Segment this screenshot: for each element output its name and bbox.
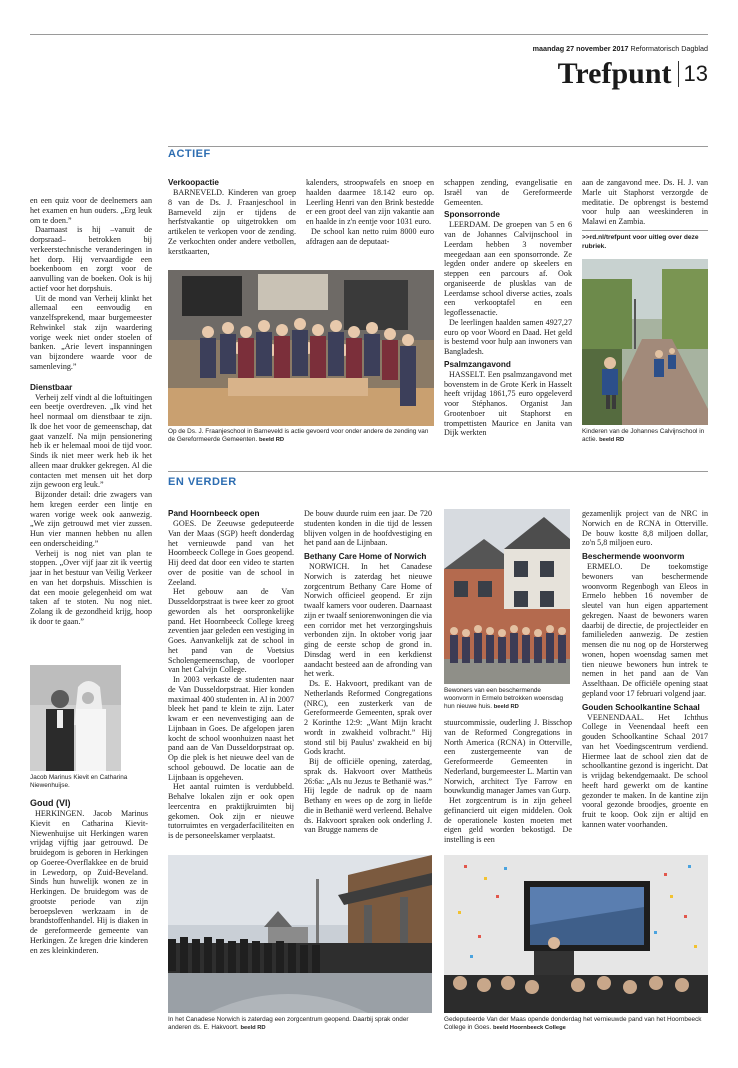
top-rule [30, 34, 708, 35]
norwich-opening-photo [168, 855, 432, 1013]
sponsorronde-p2: De leerlingen haalden samen 4927,27 euro op voor Woord en Daad. Het geld is bestemd voor hulp aan inwoners van Bangladesh. [444, 317, 572, 356]
left-article-p6: Verheij is nog niet van plan te stoppen. „Over vijf jaar zit ik veertig jaar in het bestuur van Veilig Verkeer en van het dorpshuis. Misschien is dat een mooie gelegenheid om wat taken af te stoten. Nu nog niet. Zolang ik de gezondheid krijg, hoop ik door te gaan.” [30, 548, 152, 626]
link-rule [582, 230, 708, 231]
section-heading-en-verder: EN VERDER [168, 476, 237, 488]
psalmzangavond-p2: aan de zangavond mee. Ds. H. J. van Marle uit Staphorst verzorgde de meditatie. De opbrengst is bestemd voor hulp aan weeskinderen in Malawi en Zambia. [582, 178, 708, 226]
bethany-col1 [304, 509, 432, 835]
verkoopactie-col2 [306, 178, 434, 246]
title-divider [678, 61, 679, 87]
actief-rule [168, 146, 708, 147]
hoornbeeck-p3: In 2003 verkaste de studenten naar de Van Dusseldorpstraat. Hier konden maximaal 400 studenten in. Al in 2007 bleek het pand te klein te zijn. Later kwam er een nevenvestiging aan de Lijnbaan in Goes. De afgelopen jaren kocht de school woonhuizen naast het pand aan de Van Dusseldorpstraat op. Op die plek is het nieuwe deel van de school gebouwd. De locatie aan de Lijnbaan is opgeheven. [168, 675, 294, 782]
ermelo-photo-caption [444, 687, 572, 711]
sponsorronde-p0: schappen zending, evangelisatie en Israël van de Gereformeerde Gemeenten. [444, 178, 572, 207]
trefpunt-link[interactable]: >>rd.nl/trefpunt [582, 234, 631, 241]
kantine-p1: VEENENDAAL. Het Ichthus College in Veenendaal heeft een gouden Schoolkantine Schaal 2017 van het Voedingscentrum verdiend. Hiermee laat de school zien dat de schoolkantine gezond is ingericht. Dat is vrijdag bekendgemaakt. De school heeft hard gewerkt om de kantine gezonder te maken. In de kantine zijn vooral gezonde broodjes, groente en fruit te koop. Ook zijn er altijd en kannen water voorhanden. [582, 712, 708, 829]
hoornbeeck-p1: GOES. De Zeeuwse gedeputeerde Van der Maas (SGP) heeft donderdag het vernieuwde pand van het Hoornbeeck College in Goes geopend. Hij deed dat door een video te starten over de positie van de school in Zeeland. [168, 519, 294, 587]
sponsorronde-col [444, 178, 572, 438]
bethany-p3: Bij de officiële opening, zaterdag, sprak ds. Hakvoort over Mattheüs 26:6a: „Als nu Jezus te Bethanië was.” Hij legde de nadruk op de naam Bethany en wees op de zorg in liefde die in Bethanië werd verleend. Behalve ds. Hakvoort spraken ook onderling J. van Brugge namens de [304, 757, 432, 835]
hoornbeeck-col1 [168, 509, 294, 841]
bethany-col2 [444, 718, 572, 845]
bethany-p6: gezamenlijk project van de NRC in Norwich en de RCNA in Otterville. De bouw kostte 8,8 miljoen dollar, zo'n 5,8 miljoen euro. [582, 509, 708, 548]
section-heading-actief: ACTIEF [168, 148, 211, 160]
masthead-line [533, 44, 708, 53]
hoornbeeck-heading: Pand Hoornbeeck open [168, 509, 260, 518]
ermelo-housing-photo [444, 509, 570, 684]
kantine-heading: Gouden Schoolkantine Schaal [582, 702, 700, 712]
trefpunt-link-note [582, 234, 708, 251]
section-masthead [558, 58, 708, 90]
norwich-caption-text: In het Canadese Norwich is zaterdag een zorgcentrum geopend. Daarbij sprak onder anderen ds. E. Hakvoort. [168, 1016, 409, 1031]
ermelo-caption-text: Bewoners van een beschermende woonvorm in Ermelo betrokken woensdag hun nieuwe huis. [444, 687, 563, 710]
verkoopactie-p1: BARNEVELD. Kinderen van groep 8 van de Ds. J. Fraanjeschool in Barneveld zijn er tijdens de herfstvakantie op uitgetrokken om artikelen te verkopen voor de zending. Ze verkochten onder andere vetbollen, kerstkaarten, [168, 188, 296, 256]
goud-heading: Goud (VI) [30, 798, 71, 808]
bethany-p5: Het zorgcentrum is in zijn geheel gefinancierd uit eigen middelen. Ook de operationele kosten moeten met eigen geld worden bekostigd. De instelling is een [444, 796, 572, 844]
hoornbeeck-p4: Het aantal ruimten is verdubbeld. Behalve lokalen zijn er ook open leercentra en praktijkruimten bij gekomen. Ook zijn er nieuwe tutorruimtes en vergaderfaciliteiten en is de personeelskamer verplaatst. [168, 782, 294, 840]
left-article-p2: Daarnaast is hij –vanuit de dorpsraad– betrokken bij verkeerstechnische veranderingen in het dorp. Hij vervaardigde een boekenboom en zorgt voor de aanvulling van de boeken. Ook is hij actief voor het dorpshuis. [30, 225, 152, 293]
section-title: Trefpunt [557, 57, 672, 90]
trefpunt-link-text: voor uitleg over deze rubriek. [582, 234, 699, 250]
verkoopactie-col1 [168, 178, 296, 256]
left-article-p5: Bijzonder detail: drie zwagers van hem kregen eerder een lintje en waren vorige week ook aanwezig. „We zijn getrouwd met vier zussen. Hun vier mannen hebben nu allen een onderscheiding.” [30, 490, 152, 548]
children-photo-caption [582, 428, 708, 444]
psalmzangavond-heading: Psalmzangavond [444, 359, 511, 369]
children-skating-photo [582, 259, 708, 425]
hoornbeeck-p5: De bouw duurde ruim een jaar. De 720 studenten konden in die tijd de lessen blijven volgen in de hoofdvestiging en het pand aan de Lijnbaan. [304, 509, 432, 548]
verkoopactie-p2: kalenders, stroopwafels en snoep en haalden daarmee 18.142 euro op. Leerling Henri van den Brink bestedde er een groot deel van zijn vakantie aan en haalde in z'n eentje voor 1031 euro. [306, 178, 434, 226]
left-article [30, 196, 152, 627]
hoornbeeck-caption-text: Gedeputeerde Van der Maas opende donderdag het vernieuwde pand van het Hoornbeeck College in Goes. [444, 1016, 702, 1031]
psalmzangavond-p1: HASSELT. Een psalmzangavond met bovenstem in de Grote Kerk in Hasselt heeft vrijdag 1861,75 euro opgeleverd voor Stéphanos. Organist Jan Grootenboer uit Staphorst en trompettisten Maurice en Janita van Dijk werkten [444, 369, 572, 438]
children-photo-credit: beeld RD [599, 437, 625, 443]
wedding-photo-caption: Jacob Marinus Kievit en Catharina Niewenhuijse. [30, 774, 128, 789]
hoornbeeck-photo-caption [444, 1016, 708, 1032]
left-article-p4: Verheij zelf vindt al die loftuitingen een beetje overdreven. „Ik vind het heel normaal om dienstbaar te zijn. Ik doe het voor de gemeenschap, dat gaat vanzelf. Na mijn pensionering heb ik er helemaal mooi de tijd voor. Sinds ik niet meer werk heb ik het alleen maar drukker gekregen. Al die contacten met mensen uit het dorp zijn gewoon erg leuk.” [30, 392, 152, 490]
sponsorronde-p1: LEERDAM. De groepen van 5 en 6 van de Johannes Calvijnschool in Leerdam hebben 3 november meegedaan aan een sponsorronde. Ze legden onder andere op skeelers en steppen een parcours af. Ook organiseerde de plusklas van de Leerdamse school diverse acties, zoals een verkooptafel en een legoflessenactie. [444, 220, 572, 317]
verkoopactie-p3: De school kan netto ruim 8000 euro afdragen aan de deputaat- [306, 226, 434, 246]
ermelo-photo-credit: beeld RD [493, 704, 519, 710]
left-article-p1: en een quiz voor de deelnemers aan het examen en hun ouders. „Erg leuk om te doen.” [30, 196, 152, 225]
wedding-photo [30, 665, 121, 771]
right-col-bottom [582, 509, 708, 830]
norwich-photo-caption [168, 1016, 432, 1032]
classroom-photo-caption [168, 428, 434, 444]
children-caption-text: Kinderen van de Johannes Calvijnschool in actie. [582, 428, 705, 443]
hoornbeeck-opening-photo [444, 855, 708, 1013]
issue-date: maandag 27 november 2017 [532, 44, 629, 53]
bethany-p1: NORWICH. In het Canadese Norwich is zaterdag het nieuwe zorgcentrum Bethany Care Home of Norwich officieel geopend. Er zijn twaalf kamers voor ouderen. Daarnaast zijn er twaalf seniorenwoningen die via een corridor met het verzorgingshuis verbonden zijn. In oktober vorig jaar ging de eerste schop de grond in. Dinsdag werd in een kerkdienst aandacht besteed aan de afronding van het werk. [304, 562, 432, 679]
bethany-p2: Ds. E. Hakvoort, predikant van de Netherlands Reformed Congregations (NRC), een zusterkerk van de Gereformeerde Gemeenten, sprak over 2 Korinthe 12:9: „Want Mijn kracht wordt in zwakheid volbracht.” Hij stond stil bij Paulus' zwakheid en bij Gods kracht. [304, 679, 432, 757]
goud-article [30, 798, 148, 955]
classroom-caption-text: Op de Ds. J. Fraanjeschool in Barneveld is actie gevoerd voor onder andere de zending van de Gereformeerde Gemeenten. [168, 428, 429, 443]
psalmzangavond-col2 [582, 178, 708, 227]
bethany-p4: stuurcommissie, ouderling J. Bisschop van de Reformed Congregations in North America (RCNA) in Otterville, een zustergemeente van de Gereformeerde Gemeenten in Nederland, burgemeester L. Martin van Norwich, architect Tye Farrow en bouwkundig manager James van Gurp. [444, 718, 572, 796]
verkoopactie-heading: Verkoopactie [168, 178, 219, 187]
paper-name: Reformatorisch Dagblad [630, 44, 708, 53]
en-verder-rule [168, 471, 708, 472]
classroom-photo-credit: beeld RD [258, 437, 285, 443]
hoornbeeck-p2: Het gebouw aan de Van Dusseldorpstraat is twee keer zo groot geworden als het oorspronkelijke pand. Het Hoornbeeck College kreeg zeventien jaar geleden een vestiging in Goes. Aanvankelijk zat de school in het pand van de Voetsius Scholengemeenschap, de voorloper van het Calvijn College. [168, 587, 294, 675]
bethany-heading: Bethany Care Home of Norwich [304, 552, 427, 561]
hoornbeeck-photo-credit: beeld Hoornbeeck College [493, 1025, 566, 1031]
sponsorronde-heading: Sponsorronde [444, 210, 500, 220]
ermelo-p1: ERMELO. De toekomstige bewoners van beschermende woonvorm Regenbogh van Eleos in Ermelo hebben 16 november de sleutel van hun eigen appartement gekregen. Naast de bewoners waren daarbij de directie, de projectleider en familieleden aanwezig. De zestien mensen die nu nog op de Horsterweg wonen, hopen woensdag samen met tien nieuwe bewoners hun intrek te nemen in het pand aan de Van Asselthaan. De officiële opening staat gepland voor 17 februari volgend jaar. [582, 562, 708, 698]
ermelo-heading: Beschermende woonvorm [582, 552, 685, 561]
left-article-p3: Uit de mond van Verheij klinkt het allemaal een eenvoudig en vanzelfsprekend, maar burgemeester Rehwinkel stak zijn waardering vorige week niet onder stoelen of banken. „Arie levert inspanningen van bijzondere waarde voor de samenleving.” [30, 293, 152, 371]
goud-p1: HERKINGEN. Jacob Marinus Kievit en Catharina Kievit-Niewenhuijse uit Herkingen waren vrijdag vijftig jaar getrouwd. De bruidegom is geboren in Herkingen op Goeree-Overflakkee en de bruid in Lewedorp, op Zuid-Beveland. Sinds hun huwelijk wonen ze in Herkingen. De bruidegom was de grootste periode van zijn beroepsleven werkzaam in de brandstoffenhandel. Hij is diaken in de gereformeerde gemeente van Herkingen. Ze kregen drie kinderen en zes kleinkinderen. [30, 809, 148, 955]
left-article-subheading: Dienstbaar [30, 382, 73, 392]
classroom-photo [168, 270, 434, 426]
norwich-photo-credit: beeld RD [240, 1025, 266, 1031]
page-number: 13 [683, 61, 708, 86]
